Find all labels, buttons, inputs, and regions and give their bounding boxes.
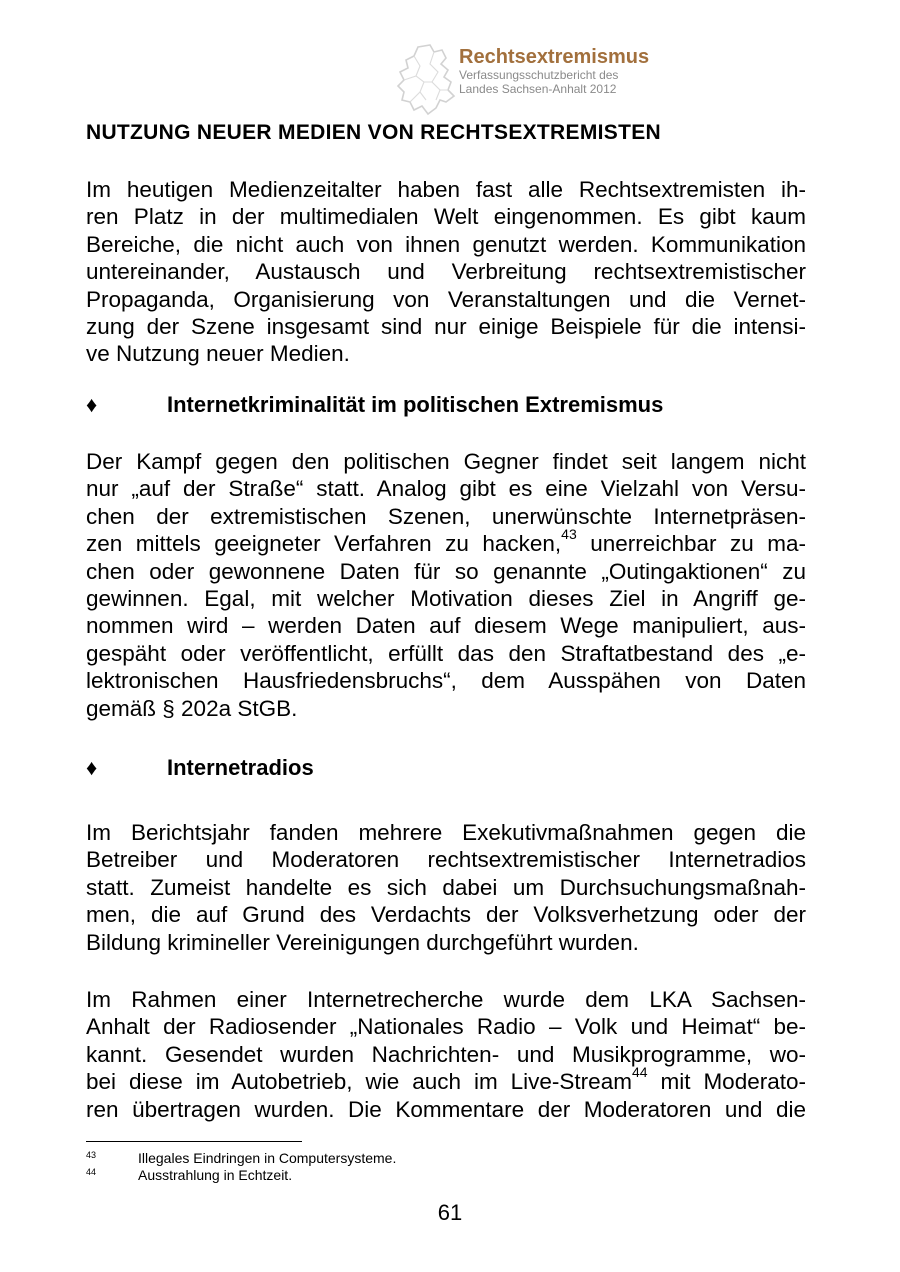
text-line-with-footnote (86, 525, 807, 557)
footnote-number: 44 (86, 1167, 97, 1177)
text-line: kannt. Gesendet wurden Nachrichten- und Musikprogramme, wo- (86, 1041, 806, 1067)
page-title: NUTZUNG NEUER MEDIEN VON RECHTSEXTREMISTEN (86, 121, 661, 144)
text-line: Bereiche, die nicht auch von ihnen genutzt werden. Kommunikation (86, 231, 806, 257)
text-line: statt. Zumeist handelte es sich dabei um Durchsuchungsmaßnah- (86, 874, 806, 900)
text-line: gemäß § 202a StGB. (86, 695, 298, 721)
text-line: lektronischen Hausfriedensbruchs“, dem Ausspähen von Daten (86, 668, 806, 694)
text-fragment: mit Moderato- (647, 1069, 806, 1095)
text-line: chen der extremistischen Szenen, unerwünschte Internetpräsen- (86, 503, 806, 529)
intro-paragraph (86, 176, 806, 368)
section2-paragraph-1 (86, 819, 806, 956)
footnote-divider (86, 1141, 302, 1142)
footnote-number: 43 (86, 1150, 97, 1160)
text-line: Im Rahmen einer Internetrecherche wurde dem LKA Sachsen- (86, 987, 806, 1012)
text-fragment: zen mittels geeigneter Verfahren zu hacken, (86, 531, 562, 557)
saxony-anhalt-map-icon (396, 44, 458, 116)
page-number: 61 (437, 1200, 463, 1225)
header-subtitle-line1: Verfassungsschutzbericht des (459, 68, 619, 82)
header-title: Rechtsextremismus (459, 46, 650, 68)
section2-paragraph-2 (86, 986, 806, 1123)
text-line: Im heutigen Medienzeitalter haben fast alle Rechtsextremisten ih- (86, 177, 806, 202)
text-line: chen oder gewonnene Daten für so genannte „Outingaktionen“ zu (86, 558, 806, 584)
text-line: Der Kampf gegen den politischen Gegner findet seit langem nicht (86, 449, 806, 474)
section-heading-text: Internetradios (167, 755, 314, 780)
text-line: Anhalt der Radiosender „Nationales Radio – Volk und Heimat“ be- (86, 1014, 806, 1040)
text-fragment: bei diese im Autobetrieb, wie auch im Live-Stream (86, 1069, 632, 1095)
footnote-text: Ausstrahlung in Echtzeit. (138, 1167, 293, 1183)
text-line: zung der Szene insgesamt sind nur einige Beispiele für die intensi- (86, 314, 806, 340)
text-line: ve Nutzung neuer Medien. (86, 341, 350, 367)
text-line: Propaganda, Organisierung von Veranstaltungen und die Vernet- (86, 286, 806, 312)
text-line: ren Platz in der multimedialen Welt eingenommen. Es gibt kaum (86, 204, 806, 230)
text-line: Bildung krimineller Vereinigungen durchgeführt wurden. (86, 929, 639, 955)
text-line: Im Berichtsjahr fanden mehrere Exekutivmaßnahmen gegen die (86, 820, 806, 845)
text-line: ren übertragen wurden. Die Kommentare der Moderatoren und die (86, 1096, 806, 1122)
bullet-diamond-icon: ♦ (86, 755, 98, 780)
bullet-diamond-icon: ♦ (86, 392, 98, 417)
text-line: Betreiber und Moderatoren rechtsextremistischer Internetradios (86, 847, 806, 873)
header-subtitle-line2: Landes Sachsen-Anhalt 2012 (459, 82, 617, 96)
text-line: nur „auf der Straße“ statt. Analog gibt es eine Vielzahl von Versu- (86, 476, 806, 502)
section1-paragraph (86, 448, 806, 722)
text-line: nommen wird – werden Daten auf diesem Wege manipuliert, aus- (86, 613, 806, 639)
footnote-text: Illegales Eindringen in Computersysteme. (138, 1150, 397, 1166)
text-line-with-footnote (86, 1063, 806, 1095)
section-heading-text: Internetkriminalität im politischen Extremismus (167, 392, 664, 417)
text-fragment: unerreichbar zu ma- (576, 531, 807, 557)
header (459, 46, 649, 96)
footnote-ref-43[interactable]: 43 (561, 525, 577, 542)
text-line: gewinnen. Egal, mit welcher Motivation dieses Ziel in Angriff ge- (86, 586, 806, 612)
footnote-ref-44[interactable]: 44 (631, 1063, 648, 1080)
text-line: untereinander, Austausch und Verbreitung rechtsextremistischer (86, 259, 806, 285)
text-line: men, die auf Grund des Verdachts der Volksverhetzung oder der (86, 902, 806, 928)
text-line: gespäht oder veröffentlicht, erfüllt das den Straftatbestand des „e- (86, 640, 806, 666)
